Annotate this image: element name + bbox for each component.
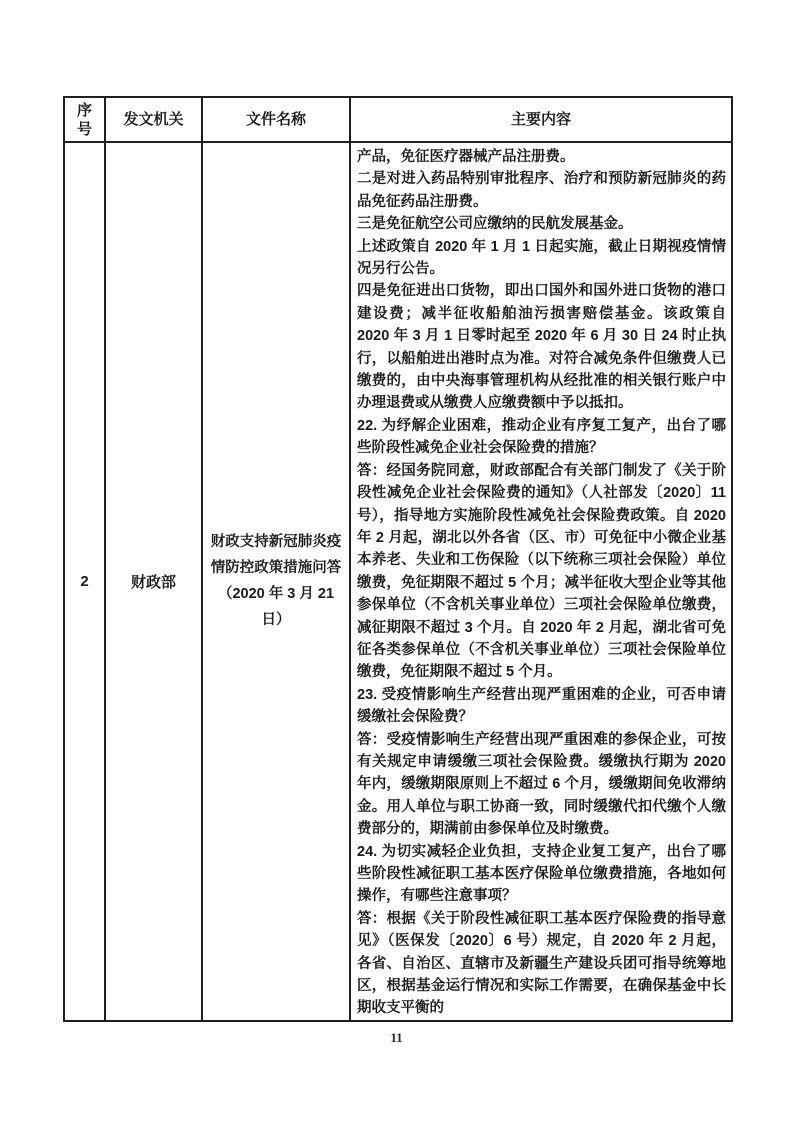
content-paragraph: 上述政策自 2020 年 1 月 1 日起实施，截止日期视疫情情况另行公告。 bbox=[357, 238, 726, 278]
cell-document-title bbox=[202, 142, 350, 1021]
cell-main-content bbox=[350, 142, 732, 1021]
column-header-agency: 发文机关 bbox=[105, 97, 202, 142]
content-paragraph: 三是免征航空公司应缴纳的民航发展基金。 bbox=[357, 216, 633, 233]
content-paragraph: 22. 为纾解企业困难，推动企业有序复工复产，出台了哪些阶段性减免企业社会保险费的措施？ bbox=[357, 417, 726, 457]
content-paragraph: 答：受疫情影响生产经营出现严重困难的参保企业，可按有关规定申请缓缴三项社会保险费。缓缴执行期为 2020 年内，缓缴期限原则上不超过 6 个月，缓缴期间免收滞纳金。用人单位与职工协商一致，同时缓缴代扣代缴个人缴费部分的，期满前由参保单位及时缴费。 bbox=[357, 731, 726, 838]
page-number: 11 bbox=[390, 1030, 403, 1045]
column-header-content: 主要内容 bbox=[350, 97, 732, 142]
content-paragraph: 答：根据《关于阶段性减征职工基本医疗保险费的指导意见》（医保发〔2020〕6 号）规定，自 2020 年 2 月起，各省、自治区、直辖市及新疆生产建设兵团可指导统筹地区，根据基金运行情况和实际工作需要，在确保基金中长期收支平衡的 bbox=[357, 910, 726, 1017]
main-content-paragraphs bbox=[357, 146, 726, 1020]
content-paragraph: 产品，免征医疗器械产品注册费。 bbox=[357, 149, 575, 165]
document-title-text: 财政支持新冠肺炎疫情防控政策措施问答（2020 年 3 月 21 日） bbox=[210, 534, 342, 629]
content-paragraph: 二是对进入药品特别审批程序、治疗和预防新冠肺炎的药品免征药品注册费。 bbox=[357, 171, 726, 210]
cell-issuing-agency: 财政部 bbox=[105, 142, 202, 1021]
column-header-index-label: 序号 bbox=[76, 101, 92, 138]
content-paragraph: 答：经国务院同意，财政部配合有关部门制发了《关于阶段性减免企业社会保险费的通知》（人社部发〔2020〕11 号），指导地方实施阶段性减免社会保险费政策。自 2020 年 2 月起，湖北以外各省（区、市）可免征中小微企业基本养老、失业和工伤保险（以下统称三项社会保险）单位缴费，免征期限不超过 5 个月；减半征收大型企业等其他参保单位（不含机关事业单位）三项社会保险单位缴费，减征期限不超过 3 个月。自 2020 年 2 月起，湖北省可免征各类参保单位（不含机关事业单位）三项社会保险单位缴费，免征期限不超过 5 个月。 bbox=[357, 462, 726, 681]
column-header-index bbox=[64, 97, 105, 142]
cell-serial-number: 2 bbox=[64, 142, 105, 1021]
column-header-document: 文件名称 bbox=[202, 97, 350, 142]
table-row bbox=[64, 142, 732, 1021]
policy-document-table bbox=[63, 96, 733, 1022]
content-paragraph: 23. 受疫情影响生产经营出现严重困难的企业，可否申请缓缴社会保险费？ bbox=[357, 686, 726, 726]
table-header-row bbox=[64, 97, 732, 142]
content-paragraph: 四是免征进出口货物，即出口国外和国外进口货物的港口建设费；减半征收船舶油污损害赔偿基金。该政策自 2020 年 3 月 1 日零时起至 2020 年 6 月 30 日 24 时止执行，以船舶进出港时点为准。对符合减免条件但缴费人已缴费的，由中央海事管理机构从经批准的相关银行账户中办理退费或从缴费人应缴费额中予以抵扣。 bbox=[357, 283, 726, 412]
content-paragraph: 24. 为切实减轻企业负担，支持企业复工复产，出台了哪些阶段性减征职工基本医疗保险单位缴费措施，各地如何操作，有哪些注意事项？ bbox=[357, 843, 726, 905]
